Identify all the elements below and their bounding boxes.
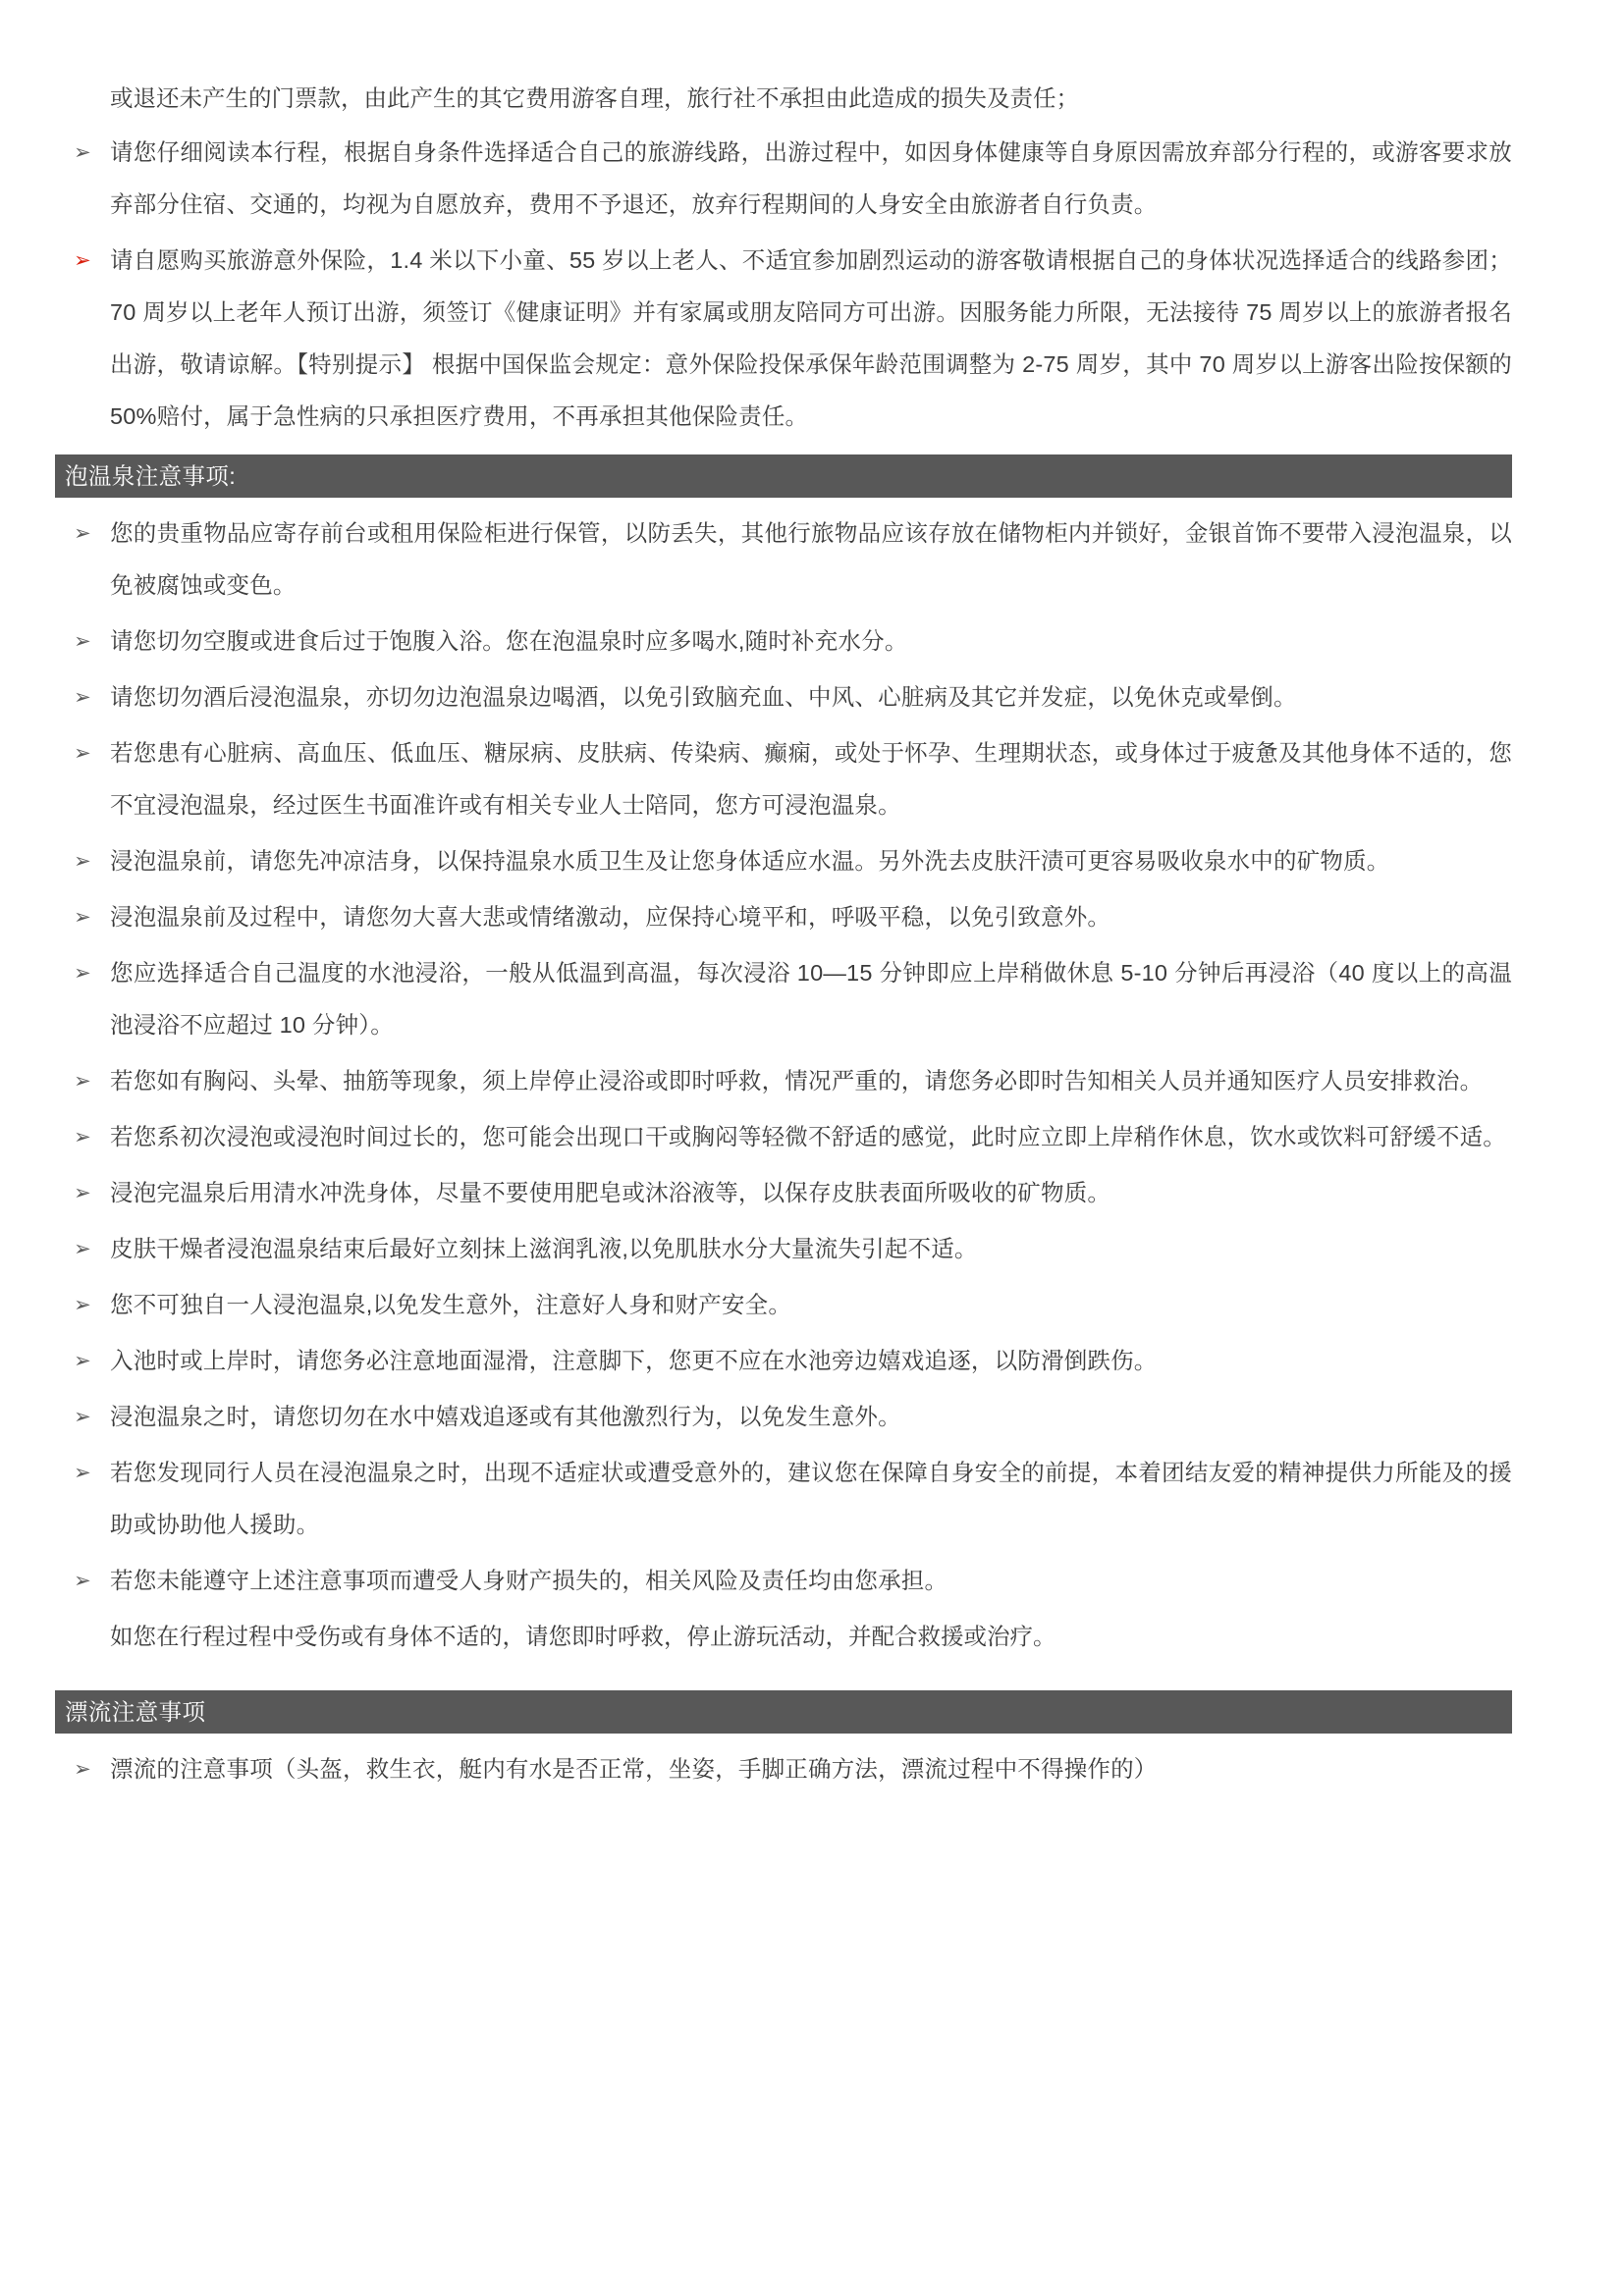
list-item-text: 入池时或上岸时，请您务必注意地面湿滑，注意脚下，您更不应在水池旁边嬉戏追逐，以防滑倒跌伤。: [110, 1348, 1158, 1373]
list-item: [55, 1335, 1512, 1387]
list-item: [55, 507, 1512, 612]
arrow-bullet-icon: ➢: [74, 140, 91, 164]
arrow-bullet-icon: ➢: [74, 1237, 91, 1260]
top-section-list: [55, 127, 1512, 443]
list-item-text: 您的贵重物品应寄存前台或租用保险柜进行保管，以防丢失，其他行旅物品应该存放在储物柜内并锁好，金银首饰不要带入浸泡温泉，以免被腐蚀或变色。: [110, 520, 1512, 598]
arrow-bullet-icon: ➢: [74, 1569, 91, 1592]
list-item: [55, 127, 1512, 231]
section-heading-rafting: 漂流注意事项: [55, 1690, 1512, 1734]
list-item: [55, 615, 1512, 667]
arrow-bullet-icon-highlighted: ➢: [74, 248, 91, 272]
arrow-bullet-icon: ➢: [74, 1125, 91, 1148]
orphan-continuation-line: 或退还未产生的门票款，由此产生的其它费用游客自理，旅行社不承担由此造成的损失及责任；: [110, 85, 1079, 111]
list-item-text: 若您发现同行人员在浸泡温泉之时，出现不适症状或遭受意外的，建议您在保障自身安全的前提，本着团结友爱的精神提供力所能及的援助或协助他人援助。: [110, 1460, 1512, 1537]
list-item-text: 浸泡温泉之时，请您切勿在水中嬉戏追逐或有其他激烈行为，以免发生意外。: [110, 1404, 901, 1429]
hotspring-section-list: [55, 507, 1512, 1607]
arrow-bullet-icon: ➢: [74, 1405, 91, 1428]
arrow-bullet-icon: ➢: [74, 1757, 91, 1781]
list-item-text: 请您切勿酒后浸泡温泉，亦切勿边泡温泉边喝酒，以免引致脑充血、中风、心脏病及其它并发症，以免休克或晕倒。: [110, 684, 1297, 710]
list-item: [55, 1055, 1512, 1107]
arrow-bullet-icon: ➢: [74, 905, 91, 929]
list-item-text: 浸泡温泉前及过程中，请您勿大喜大悲或情绪激动，应保持心境平和，呼吸平稳，以免引致意外。: [110, 904, 1111, 930]
list-item-text: 请您切勿空腹或进食后过于饱腹入浴。您在泡温泉时应多喝水,随时补充水分。: [110, 628, 908, 654]
arrow-bullet-icon: ➢: [74, 521, 91, 545]
arrow-bullet-icon: ➢: [74, 1349, 91, 1372]
arrow-bullet-icon: ➢: [74, 1461, 91, 1484]
list-item: [55, 1391, 1512, 1443]
list-item: [55, 1223, 1512, 1275]
arrow-bullet-icon: ➢: [74, 629, 91, 653]
list-item-text: 漂流的注意事项（头盔，救生衣，艇内有水是否正常，坐姿，手脚正确方法，漂流过程中不得操作的）: [110, 1756, 1158, 1782]
arrow-bullet-icon: ➢: [74, 849, 91, 873]
arrow-bullet-icon: ➢: [74, 1181, 91, 1204]
arrow-bullet-icon: ➢: [74, 1069, 91, 1093]
list-item-text: 请自愿购买旅游意外保险，1.4 米以下小童、55 岁以上老人、不适宜参加剧烈运动的游客敬请根据自己的身体状况选择适合的线路参团；70 周岁以上老年人预订出游，须签订《健康证明》并有家属或朋友陪同方可出游。因服务能力所限，无法接待 75 周岁以上的旅游者报名出游，敬请谅解。【特别提示】 根据中国保监会规定：意外保险投保承保年龄范围调整为 2-75 周岁，其中 70 周岁以上游客出险按保额的 50%赔付，属于急性病的只承担医疗费用，不再承担其他保险责任。: [110, 247, 1512, 429]
list-item: [55, 1167, 1512, 1219]
list-item: [55, 947, 1512, 1051]
list-item-text: 您不可独自一人浸泡温泉,以免发生意外，注意好人身和财产安全。: [110, 1292, 792, 1317]
section-heading-hotspring: 泡温泉注意事项:: [55, 454, 1512, 498]
list-item: [55, 671, 1512, 723]
list-item: [55, 1279, 1512, 1331]
list-item: [55, 1555, 1512, 1607]
section-spacer: [55, 1663, 1512, 1682]
list-item-text: 皮肤干燥者浸泡温泉结束后最好立刻抹上滋润乳液,以免肌肤水分大量流失引起不适。: [110, 1236, 978, 1261]
list-item-text: 请您仔细阅读本行程，根据自身条件选择适合自己的旅游线路，出游过程中，如因身体健康等自身原因需放弃部分行程的，或游客要求放弃部分住宿、交通的，均视为自愿放弃，费用不予退还，放弃行程期间的人身安全由旅游者自行负责。: [110, 139, 1512, 217]
list-item: [55, 1447, 1512, 1551]
list-item-text: 您应选择适合自己温度的水池浸浴，一般从低温到高温，每次浸浴 10—15 分钟即应上岸稍做休息 5-10 分钟后再浸浴（40 度以上的高温池浸浴不应超过 10 分钟）。: [110, 960, 1512, 1038]
list-item-text: 若您如有胸闷、头晕、抽筋等现象，须上岸停止浸浴或即时呼救，情况严重的，请您务必即时告知相关人员并通知医疗人员安排救治。: [110, 1068, 1484, 1094]
arrow-bullet-icon: ➢: [74, 741, 91, 765]
list-item: [55, 1111, 1512, 1163]
list-item: [55, 891, 1512, 943]
list-item-text: 浸泡完温泉后用清水冲洗身体，尽量不要使用肥皂或沐浴液等，以保存皮肤表面所吸收的矿物质。: [110, 1180, 1111, 1205]
list-item: [55, 727, 1512, 831]
list-item-text: 若您未能遵守上述注意事项而遭受人身财产损失的，相关风险及责任均由您承担。: [110, 1568, 948, 1593]
arrow-bullet-icon: ➢: [74, 685, 91, 709]
arrow-bullet-icon: ➢: [74, 961, 91, 985]
list-item-text: 浸泡温泉前，请您先冲凉洁身，以保持温泉水质卫生及让您身体适应水温。另外洗去皮肤汗渍可更容易吸收泉水中的矿物质。: [110, 848, 1390, 874]
list-item: [55, 835, 1512, 887]
hotspring-closing-note: 如您在行程过程中受伤或有身体不适的，请您即时呼救，停止游玩活动，并配合救援或治疗。: [110, 1624, 1056, 1649]
document-content: [55, 73, 1512, 1799]
rafting-section-list: [55, 1743, 1512, 1795]
list-item-text: 若您患有心脏病、高血压、低血压、糖尿病、皮肤病、传染病、癫痫，或处于怀孕、生理期状态，或身体过于疲惫及其他身体不适的，您不宜浸泡温泉，经过医生书面准许或有相关专业人士陪同，您方可浸泡温泉。: [110, 740, 1512, 818]
list-item-text: 若您系初次浸泡或浸泡时间过长的，您可能会出现口干或胸闷等轻微不舒适的感觉，此时应立即上岸稍作休息，饮水或饮料可舒缓不适。: [110, 1124, 1506, 1149]
arrow-bullet-icon: ➢: [74, 1293, 91, 1316]
list-item: [55, 235, 1512, 443]
list-item: [55, 1743, 1512, 1795]
